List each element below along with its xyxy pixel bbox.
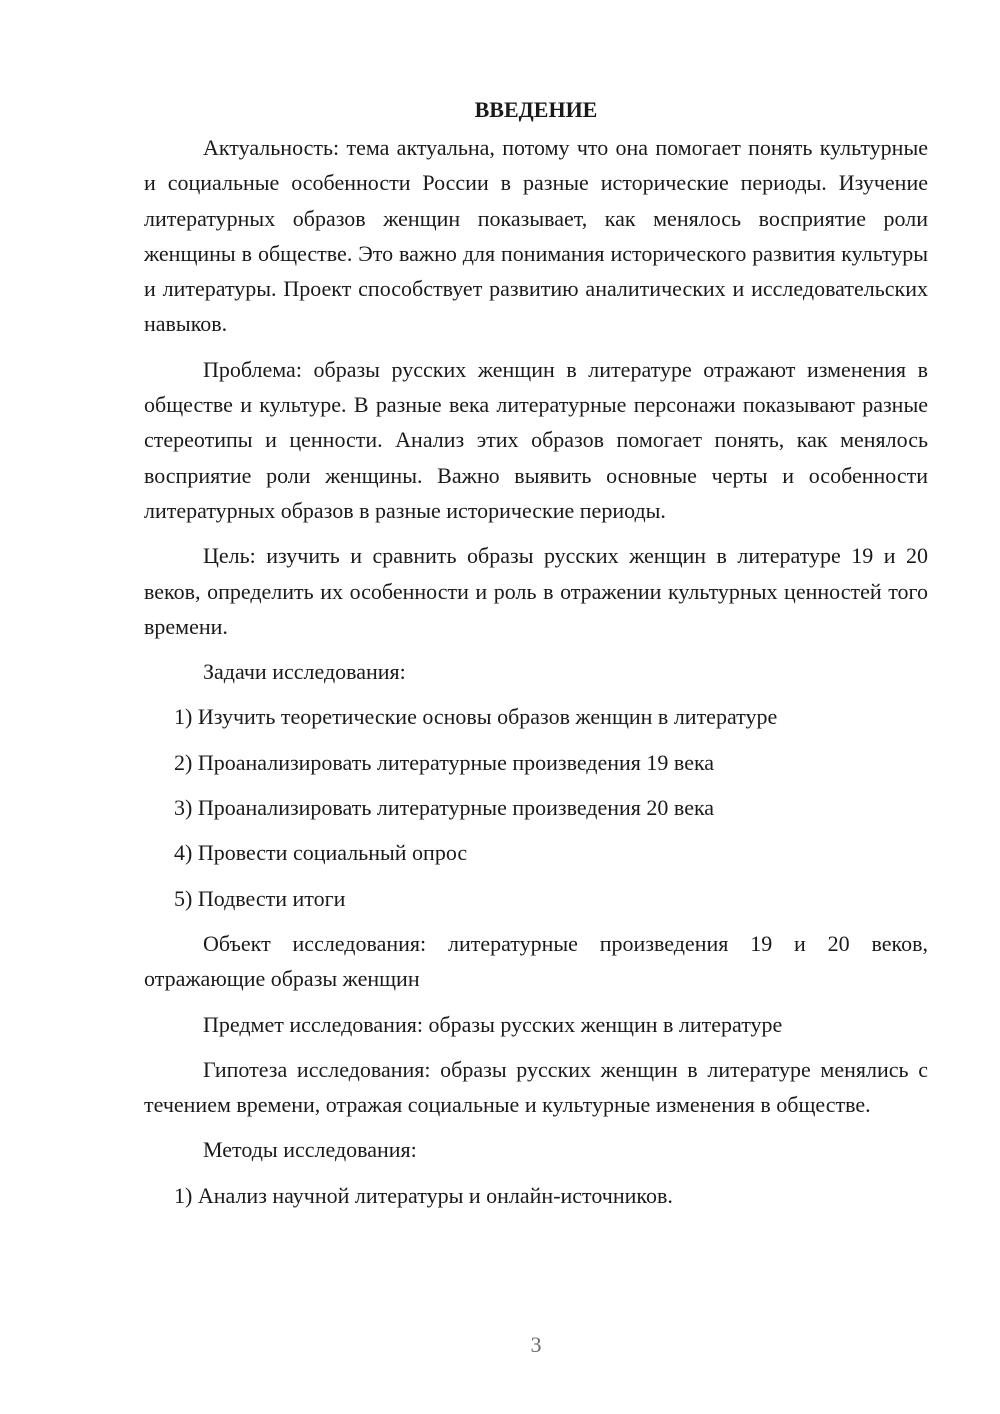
goal-paragraph: Цель: изучить и сравнить образы русских женщин в литературе 19 и 20 веков, определить их особенности и роль в отражении культурных ценностей того времени. xyxy=(144,543,928,639)
task-item-3: 3) Проанализировать литературные произведения 20 века xyxy=(174,795,715,821)
task-item-4: 4) Провести социальный опрос xyxy=(174,840,468,866)
page-title: ВВЕДЕНИЕ xyxy=(474,97,598,122)
method-item-1: 1) Анализ научной литературы и онлайн-источников. xyxy=(174,1182,673,1208)
hypothesis-paragraph: Гипотеза исследования: образы русских женщин в литературе менялись с течением времени, отражая социальные и культурные изменения в обществе. xyxy=(144,1056,928,1118)
tasks-heading: Задачи исследования: xyxy=(203,659,406,685)
task-item-1: 1) Изучить теоретические основы образов женщин в литературе xyxy=(174,704,778,730)
page-number: 3 xyxy=(530,1332,542,1357)
actuality-paragraph: Актуальность: тема актуальна, потому что она помогает понять культурные и социальные особенности России в разные исторические периоды. Изучение литературных образов женщин показывает, как менялось восприятие роли женщины в обществе. Это важно для понимания исторического развития культуры и литературы. Проект способствует развитию аналитических и исследовательских навыков. xyxy=(144,135,928,337)
subject-paragraph: Предмет исследования: образы русских женщин в литературе xyxy=(203,1011,783,1037)
problem-paragraph: Проблема: образы русских женщин в литературе отражают изменения в обществе и культуре. В разные века литературные персонажи показывают разные стереотипы и ценности. Анализ этих образов помогает понять, как менялось восприятие роли женщины. Важно выявить основные черты и особенности литературных образов в разные исторические периоды. xyxy=(144,356,928,523)
object-paragraph: Объект исследования: литературные произведения 19 и 20 веков, отражающие образы женщин xyxy=(144,930,928,992)
task-item-5: 5) Подвести итоги xyxy=(174,885,346,911)
task-item-2: 2) Проанализировать литературные произведения 19 века xyxy=(174,749,715,775)
document-page xyxy=(144,92,928,1223)
methods-heading: Методы исследования: xyxy=(203,1137,417,1163)
